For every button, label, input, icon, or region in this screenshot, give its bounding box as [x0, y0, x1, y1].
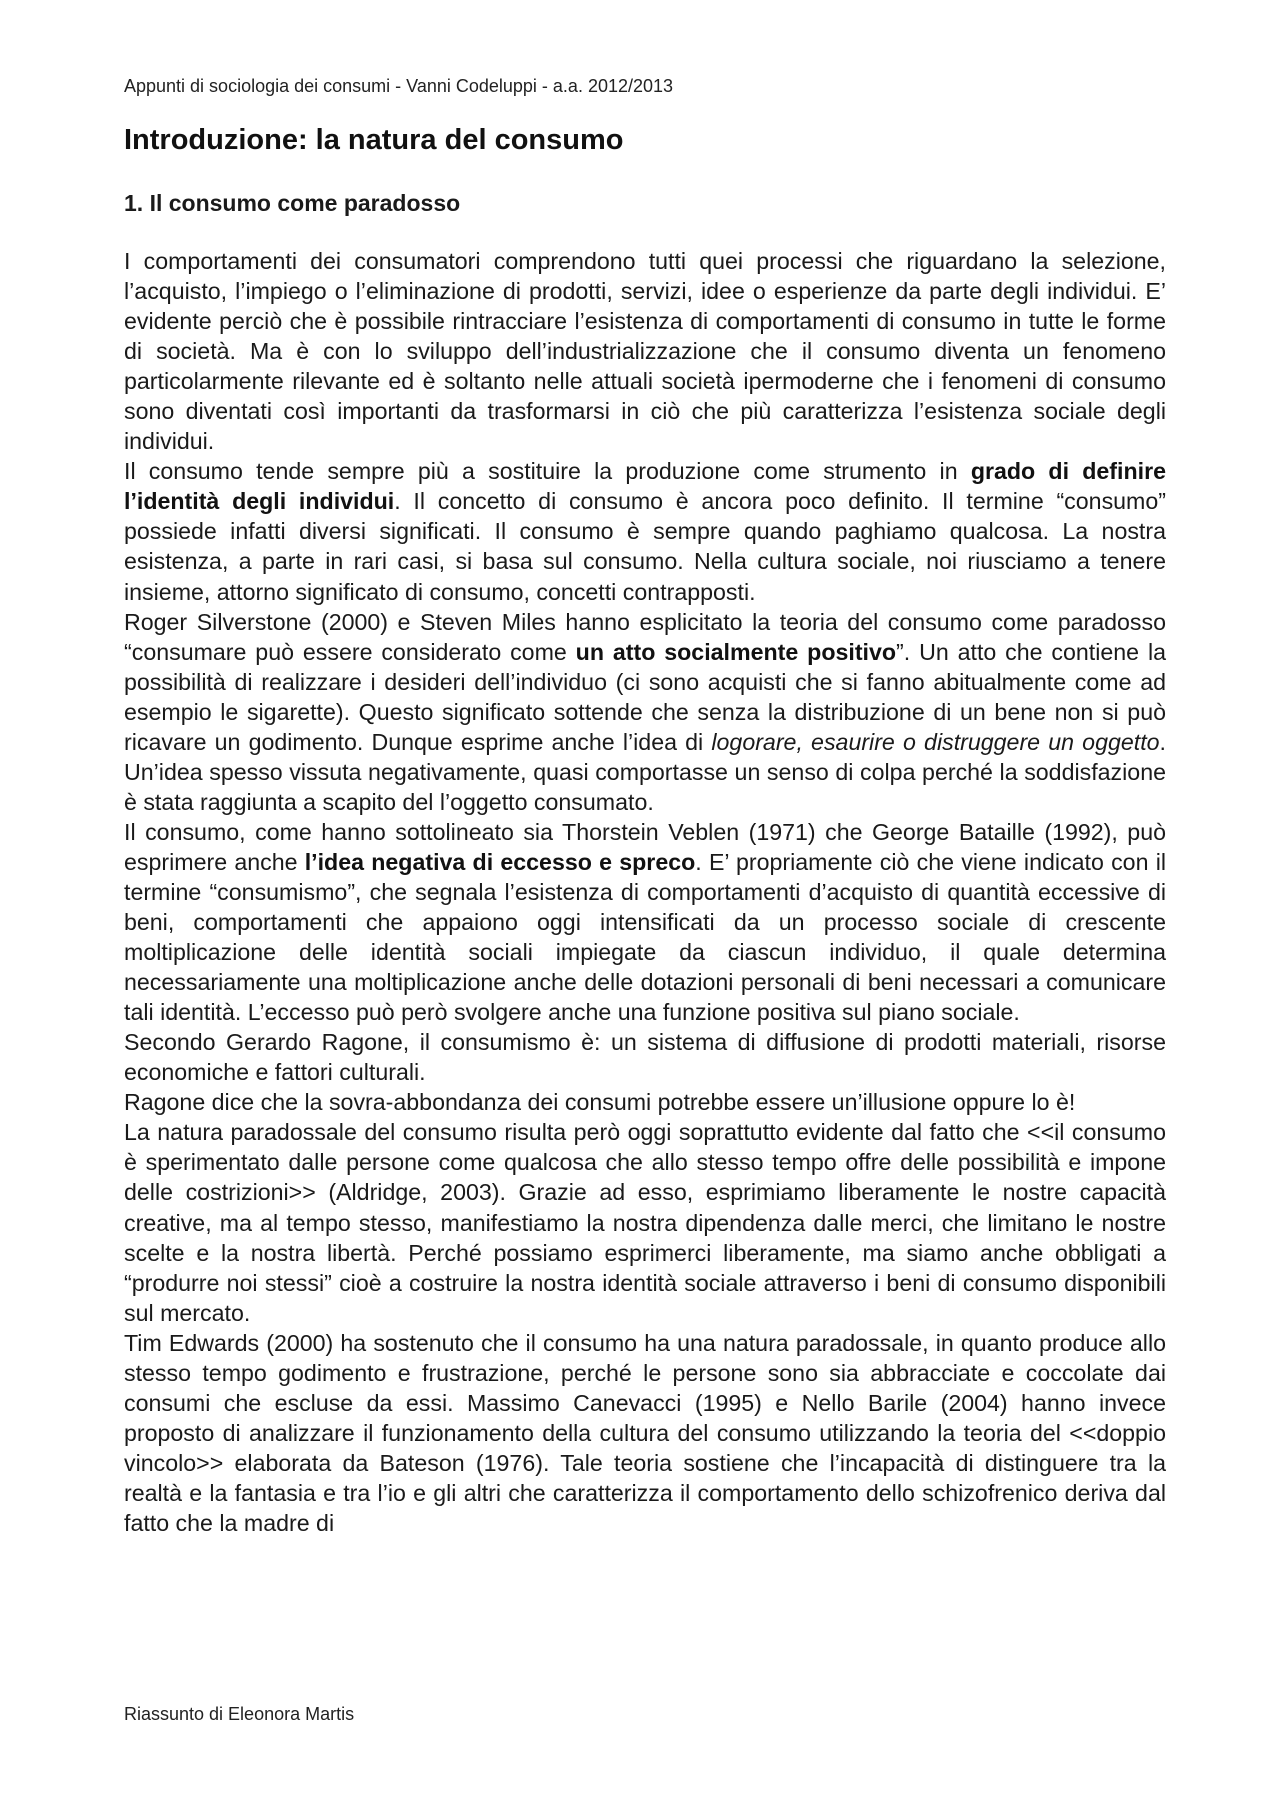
paragraph-4: [124, 817, 1166, 1027]
running-header: Appunti di sociologia dei consumi - Vanni Codeluppi - a.a. 2012/2013: [124, 76, 674, 96]
paragraph-3-text: Roger Silverstone (2000) e Steven Miles hanno esplicitato la teoria del consumo come paradosso “consumare può essere considerato come: [124, 608, 1166, 665]
paragraph-4-bold: l’idea negativa di eccesso e spreco: [304, 848, 696, 875]
paragraph-3: [124, 607, 1166, 817]
section-heading-text: Il consumo come paradosso: [149, 190, 461, 216]
paragraph-4-text: Il consumo, come hanno sottolineato sia Thorstein Veblen (1971) che George Bataille (1992), può esprimere anche: [124, 818, 1166, 875]
paragraph-3-bold: un atto socialmente positivo: [575, 638, 897, 665]
page-title: Introduzione: la natura del consumo: [124, 124, 624, 156]
body-text: [124, 246, 1166, 1538]
paragraph-3-italic: logorare, esaurire o distruggere un oggetto: [711, 728, 1160, 755]
paragraph-2-bold: grado di definire l’identità degli individui: [124, 458, 1166, 515]
paragraph-5: Secondo Gerardo Ragone, il consumismo è: un sistema di diffusione di prodotti materiali, risorse economiche e fattori culturali.: [124, 1029, 1166, 1086]
paragraph-2-text-end: . Il concetto di consumo è ancora poco definito. Il termine “consumo” possiede infatti diversi significati. Il consumo è sempre quando paghiamo qualcosa. La nostra esistenza, a parte in rari casi, si basa sul consumo. Nella cultura sociale, noi riusciamo a tenere insieme, attorno significato di consumo, concetti contrapposti.: [124, 488, 1166, 605]
section-heading: [124, 190, 460, 217]
paragraph-3-text-end: . Un’idea spesso vissuta negativamente, quasi comportasse un senso di colpa perché la soddisfazione è stata raggiunta a scapito del l’oggetto consumato.: [124, 728, 1166, 815]
section-number: 1.: [124, 190, 144, 216]
paragraph-2: [124, 456, 1166, 606]
paragraph-7: La natura paradossale del consumo risulta però oggi soprattutto evidente dal fatto che <<il consumo è sperimentato dalle persone come qualcosa che allo stesso tempo offre delle possibilità e impone delle costrizioni>> (Aldridge, 2003). Grazie ad esso, esprimiamo liberamente le nostre capacità creative, ma al tempo stesso, manifestiamo la nostra dipendenza dalle merci, che limitano le nostre scelte e la nostra libertà. Perché possiamo esprimerci liberamente, ma siamo anche obbligati a “produrre noi stessi” cioè a costruire la nostra identità sociale attraverso i beni di consumo disponibili sul mercato.: [124, 1119, 1166, 1326]
paragraph-3-text-mid: ”. Un atto che contiene la possibilità di realizzare i desideri dell’individuo (ci sono acquisti che si fanno abitualmente come ad esempio le sigarette). Questo significato sottende che senza la distribuzione di un bene non si può ricavare un godimento. Dunque esprime anche l’idea di: [124, 638, 1167, 755]
paragraph-8: Tim Edwards (2000) ha sostenuto che il consumo ha una natura paradossale, in quanto produce allo stesso tempo godimento e frustrazione, perché le persone sono sia abbracciate e coccolate dai consumi che escluse da essi. Massimo Canevacci (1995) e Nello Barile (2004) hanno invece proposto di analizzare il funzionamento della cultura del consumo utilizzando la teoria del <<doppio vincolo>> elaborata da Bateson (1976). Tale teoria sostiene che l’incapacità di distinguere tra la realtà e la fantasia e tra l’io e gli altri che caratterizza il comportamento dello schizofrenico deriva dal fatto che la madre di: [124, 1329, 1166, 1536]
paragraph-4-text-end: . E’ propriamente ciò che viene indicato con il termine “consumismo”, che segnala l’esistenza di comportamenti d’acquisto di quantità eccessive di beni, comportamenti che appaiono oggi intensificati da un processo sociale di crescente moltiplicazione delle identità sociali impiegate da ciascun individuo, il quale determina necessariamente una moltiplicazione anche delle dotazioni personali di beni necessari a comunicare tali identità. L’eccesso può però svolgere anche una funzione positiva sul piano sociale.: [124, 848, 1166, 1026]
paragraph-1: I comportamenti dei consumatori comprendono tutti quei processi che riguardano la selezione, l’acquisto, l’impiego o l’eliminazione di prodotti, servizi, idee o esperienze da parte degli individui. E’ evidente perciò che è possibile rintracciare l’esistenza di comportamenti di consumo in tutte le forme di società. Ma è con lo sviluppo dell’industrializzazione che il consumo diventa un fenomeno particolarmente rilevante ed è soltanto nelle attuali società ipermoderne che i fenomeni di consumo sono diventati così importanti da trasformarsi in ciò che più caratterizza l’esistenza sociale degli individui.: [124, 248, 1166, 455]
page-footer: Riassunto di Eleonora Martis: [124, 1704, 355, 1724]
paragraph-2-text: Il consumo tende sempre più a sostituire la produzione come strumento in: [124, 458, 971, 485]
paragraph-6: Ragone dice che la sovra-abbondanza dei consumi potrebbe essere un’illusione oppure lo è!: [124, 1089, 1076, 1116]
